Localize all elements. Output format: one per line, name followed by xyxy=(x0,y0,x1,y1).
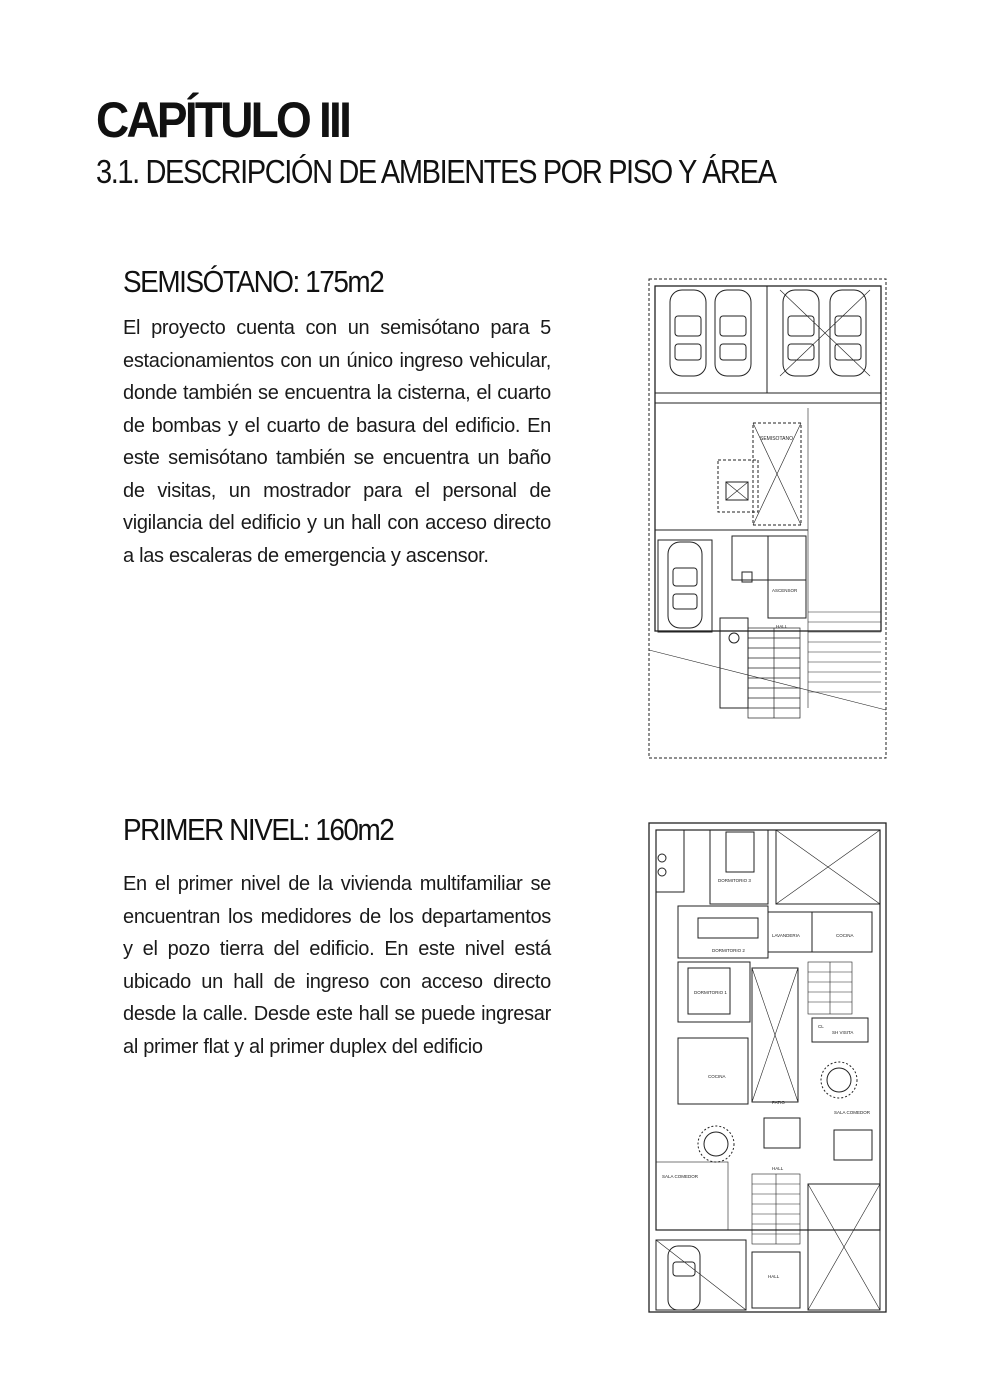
plan-label: PATIO xyxy=(772,1100,785,1105)
plan-label: ASCENSOR xyxy=(772,588,798,593)
plan-label: SALA COMEDOR xyxy=(834,1110,871,1115)
first-floor-description: En el primer nivel de la vivienda multifamiliar se encuentran los medidores de los departamentos y el pozo tierra del edificio. En este nivel está ubicado un hall de ingreso con acceso directo desde la calle. Desde este hall se puede ingresar al primer flat y al primer duplex del edificio xyxy=(123,873,551,1058)
plan-label: CL xyxy=(818,1024,824,1029)
plan-label: SEMISOTANO xyxy=(760,436,793,442)
plan-label: HALL xyxy=(772,1166,784,1171)
plan-label: HALL xyxy=(776,624,788,629)
car-icon xyxy=(715,290,751,376)
plan-label: DORMITORIO 3 xyxy=(718,878,751,883)
plan-label: DORMITORIO 1 xyxy=(694,990,727,995)
first-floor-plan xyxy=(648,822,888,1314)
plan-label: LAVANDERIA xyxy=(772,933,800,938)
basement-heading: SEMISÓTANO: 175m2 xyxy=(123,264,384,299)
car-icon xyxy=(830,290,866,376)
first-floor-heading: PRIMER NIVEL: 160m2 xyxy=(123,812,394,847)
section-title: 3.1. DESCRIPCIÓN DE AMBIENTES POR PISO Y ÁREA xyxy=(96,153,776,190)
car-icon xyxy=(668,1246,700,1310)
chapter-title: CAPÍTULO III xyxy=(96,92,350,148)
car-icon xyxy=(668,542,702,628)
plan-label: COCINA xyxy=(836,933,854,938)
plan-label: HALL xyxy=(768,1274,780,1279)
basement-description: El proyecto cuenta con un semisótano para 5 estacionamientos con un único ingreso vehicular, donde también se encuentra la cisterna, el cuarto de bombas y el cuarto de basura del edificio. En este semisótano también se encuentra un baño de visitas, un mostrador para el personal de vigilancia del edificio y un hall con acceso directo a las escaleras de emergencia y ascensor. xyxy=(123,317,551,567)
car-icon xyxy=(783,290,819,376)
basement-floor-plan xyxy=(648,278,888,760)
plan-label: SH VISITA xyxy=(832,1030,854,1035)
plan-label: DORMITORIO 2 xyxy=(712,948,745,953)
car-icon xyxy=(670,290,706,376)
plan-label: COCINA xyxy=(708,1074,726,1079)
plan-label: SALA COMEDOR xyxy=(662,1174,699,1179)
